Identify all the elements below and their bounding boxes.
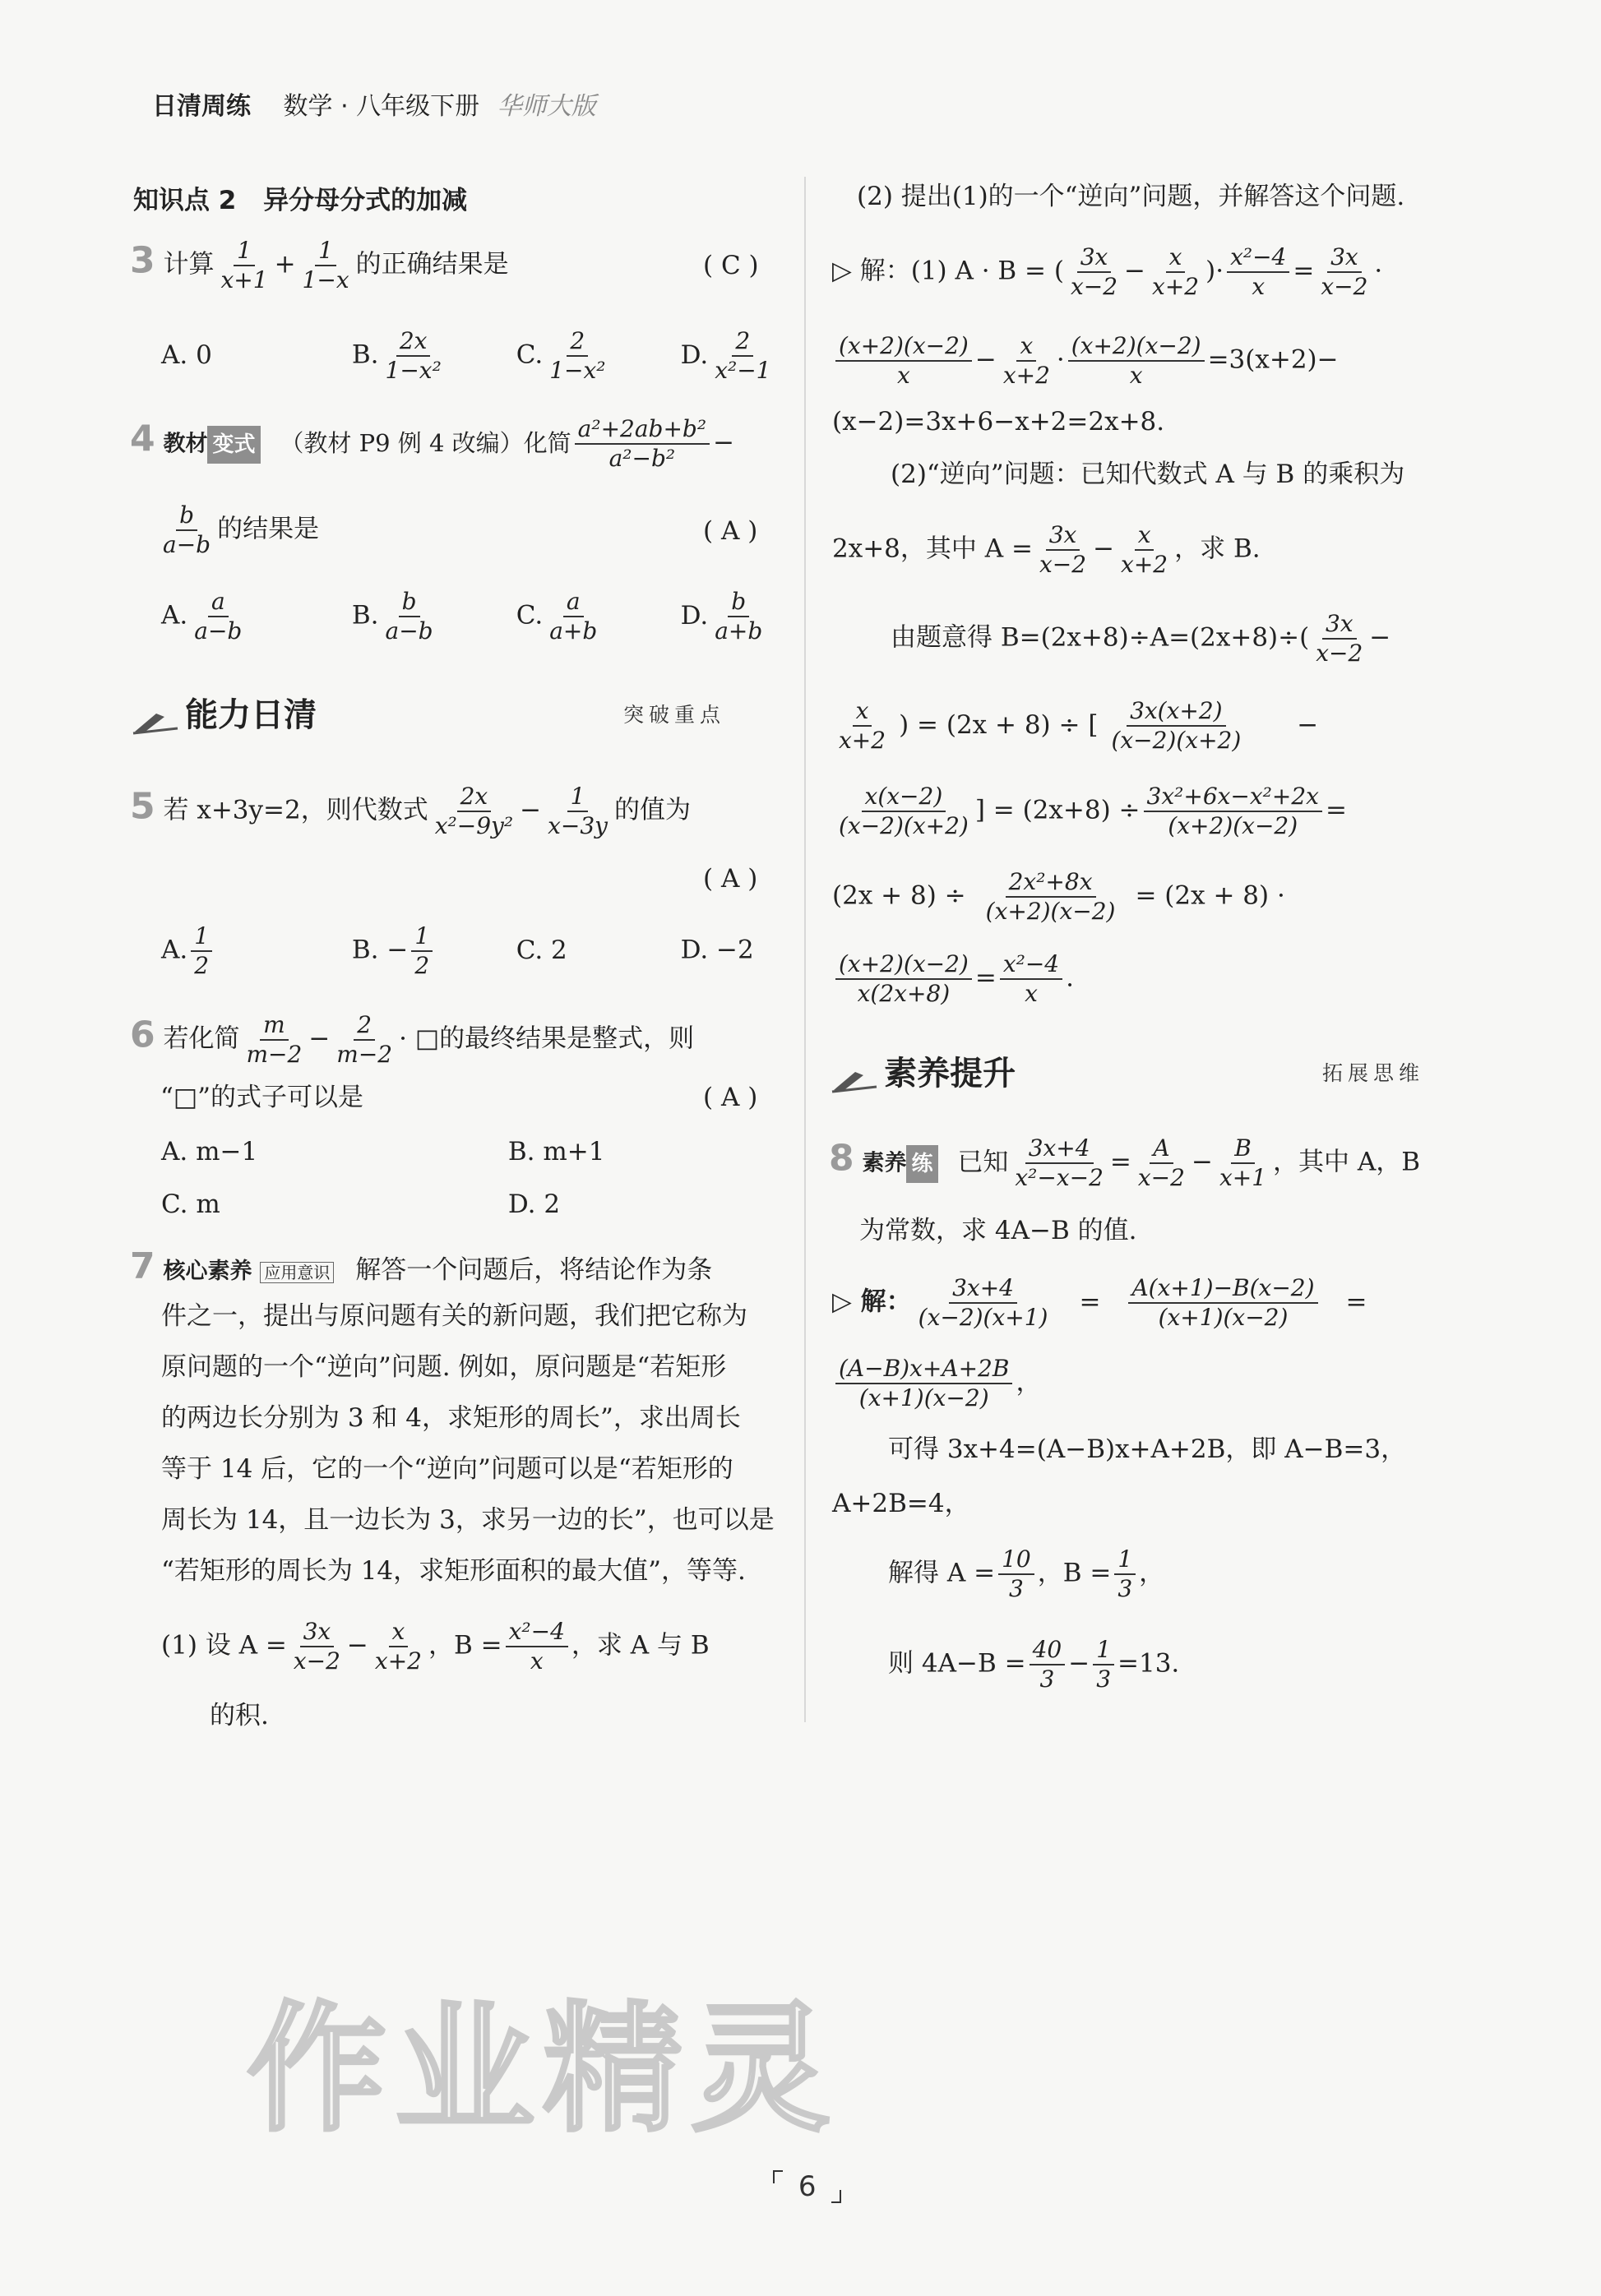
q6-options-row1	[161, 1133, 604, 1171]
option-b: B. − $\frac{1}{2}$	[352, 922, 508, 980]
solution-line: $\frac{x(x-2)}{(x-2)(x+2)}$ ] = (2x+8) ÷ $\frac{\text{3x²+6x−x²+2x}}{(x+2)(x-2)}$ =	[839, 783, 1347, 839]
q7-line: 原问题的一个“逆向”问题. 例如，原问题是“若矩形	[161, 1352, 727, 1382]
solution-line: 解得 A = $\frac{10}{3}$ ，B = $\frac{1}{3}$ ，	[888, 1545, 1165, 1602]
option-c: C. $\frac{2}{\text{1−x²}}$	[516, 327, 606, 384]
question-number: 3	[130, 239, 155, 282]
solution-line: ▷ 解：(1) A · B = ( $\frac{3x}{x-2}$ − $\frac{x}{x+2}$ )· $\frac{\text{x²−4}}{x}$ = $\frac{3x}{x-2}$ ·	[832, 243, 1383, 300]
section-title: 素养提升	[884, 1055, 1016, 1093]
kp-title: 异分母分式的加减	[263, 186, 468, 215]
solution-line: 由题意得 B=(2x+8)÷A=(2x+8)÷( $\frac{3x}{x-2}$ −	[891, 610, 1391, 667]
solution-line: 可得 3x+4=(A−B)x+A+2B，即 A−B=3，	[888, 1434, 1407, 1464]
question-6: 6 若化简 $\frac{m}{m-2}$ − $\frac{2}{m-2}$ · □的最终结果是整式，则	[130, 1011, 695, 1068]
q4-text: （教材 P9 例 4 改编）化简	[280, 428, 571, 457]
q7-line: 的两边长分别为 3 和 4，求矩形的周长”，求出周长	[161, 1403, 741, 1433]
option-c: C. $\frac{a}{a+b}$	[516, 588, 598, 644]
tag-literacy: 素养	[862, 1150, 907, 1176]
option-d: D. −2	[680, 935, 754, 965]
solution-line: 2x+8，其中 A = $\frac{3x}{x-2}$ − $\frac{x}{x+2}$ ，求 B.	[832, 521, 1261, 578]
question-7: 7 核心素养 应用意识 解答一个问题后，将结论作为条	[130, 1245, 713, 1287]
solution-line: (2x + 8) ÷ $\frac{\text{2x²+8x}}{(x+2)(x-2)}$ = (2x + 8) ·	[832, 868, 1285, 925]
option-b: B. $\frac{b}{a-b}$	[351, 588, 433, 644]
question-3: 3 计算 $\frac{1}{x+1}$ + $\frac{1}{1-x}$ 的正确结果是	[130, 237, 509, 293]
option-c: C. m	[161, 1190, 220, 1219]
solution-line: A+2B=4，	[832, 1489, 970, 1518]
q4-line2: $\frac{b}{a-b}$ 的结果是	[163, 501, 320, 558]
section-ability	[132, 689, 317, 737]
pen-icon	[132, 709, 181, 737]
page-number: 6	[773, 2170, 841, 2203]
solution-line: $\frac{(A-B)x+A+2B}{(x+1)(x-2)}$ ，	[832, 1355, 1041, 1412]
kp-label: 知识点 2	[133, 186, 237, 215]
solution-line: ▷ 解： $\frac{3x+4}{(x-2)(x+1)}$ = $\frac{A(x+1)-B(x-2)}{(x+1)(x-2)}$ =	[832, 1274, 1367, 1331]
question-8: 8 素养 练 已知 $\frac{3x+4}{\text{x²−x−2}}$ = $\frac{A}{x-2}$ − $\frac{B}{x+1}$ ，其中 A，B	[829, 1134, 1421, 1191]
q3-post: 的正确结果是	[355, 249, 509, 279]
solution-line: (2)“逆向”问题：已知代数式 A 与 B 的乘积为	[891, 460, 1405, 489]
q5-options	[161, 922, 754, 980]
option-b: B. $\frac{2x}{\text{1−x²}}$	[351, 327, 442, 384]
option-c: C. 2	[516, 935, 567, 965]
question-5: 5 若 x+3y=2，则代数式 $\frac{2x}{\text{x²−9y²}}$ − $\frac{1}{x-3y}$ 的值为	[130, 783, 691, 839]
question-4: 4 教材 变式 （教材 P9 例 4 改编）化简 $\frac{\text{a²+2ab+b²}}{\text{a²−b²}}$ −	[130, 415, 735, 472]
answer-bracket: ( C )	[703, 251, 759, 280]
q7-part1-line2: 的积.	[210, 1701, 269, 1730]
option-a: A. $\frac{a}{a-b}$	[161, 588, 243, 644]
solution-line: $\frac{(x+2)(x-2)}{x(2x+8)}$ = $\frac{\text{x²−4}}{x}$ .	[832, 950, 1074, 1008]
tag-practice: 练	[906, 1145, 937, 1183]
solution-line: (x−2)=3x+6−x+2=2x+8.	[832, 407, 1165, 437]
option-a: A. 0	[161, 340, 212, 370]
section-literacy	[831, 1047, 1016, 1095]
watermark: 作业精灵	[247, 1989, 840, 2151]
solution-line: $\frac{(x+2)(x-2)}{x}$ − $\frac{x}{x+2}$ · $\frac{(x+2)(x-2)}{x}$ =3(x+2)−	[832, 332, 1339, 390]
q6-options-row2	[161, 1185, 560, 1223]
fraction: $\frac{1}{x+1}$	[220, 237, 268, 293]
q6-line2: “□”的式子可以是	[160, 1083, 363, 1112]
question-number: 6	[130, 1014, 155, 1056]
series-title: 日清周练	[152, 92, 251, 121]
q7-part2: (2) 提出(1)的一个“逆向”问题，并解答这个问题.	[857, 182, 1405, 211]
q3-options	[161, 327, 777, 385]
option-d: D. $\frac{2}{\text{x²−1}}$	[680, 327, 771, 384]
answer-bracket: ( A )	[703, 516, 758, 546]
answer-bracket: ( A )	[703, 864, 758, 894]
solution-line: $\frac{x}{x+2}$ ) = (2x + 8) ÷ [ $\frac{3x(x+2)}{(x-2)(x+2)}$ −	[839, 697, 1319, 754]
q8-line2: 为常数，求 4A−B 的值.	[859, 1216, 1137, 1245]
tag-variant: 变式	[207, 426, 260, 464]
question-number: 8	[829, 1137, 854, 1180]
subject-title: 数学 · 八年级下册	[283, 92, 480, 121]
q7-line: 件之一，提出与原问题有关的新问题，我们把它称为	[161, 1301, 747, 1331]
tag-textbook: 教材	[163, 431, 208, 457]
question-number: 4	[130, 418, 155, 460]
page-header	[152, 85, 596, 122]
question-number: 7	[130, 1245, 155, 1287]
question-number: 5	[130, 785, 155, 828]
q4-options	[161, 588, 769, 645]
pen-icon	[831, 1067, 880, 1095]
option-b: B. m+1	[507, 1137, 605, 1166]
section-title: 能力日清	[185, 696, 317, 734]
option-a: A. m−1	[161, 1137, 258, 1166]
edition-title: 华师大版	[497, 92, 596, 121]
column-divider	[804, 177, 806, 1722]
knowledge-point-heading	[133, 179, 467, 216]
tag-core: 核心素养	[163, 1259, 252, 1284]
tag-application: 应用意识	[260, 1262, 334, 1283]
answer-bracket: ( A )	[703, 1083, 758, 1112]
solution-line: 则 4A−B = $\frac{40}{3}$ − $\frac{1}{3}$ =13.	[888, 1636, 1180, 1693]
section-tag: 拓展思维	[1322, 1061, 1425, 1085]
q3-pre: 计算	[163, 249, 215, 279]
q7-line: 等于 14 后，它的一个“逆向”问题可以是“若矩形的	[161, 1454, 733, 1484]
q7-line: 周长为 14，且一边长为 3，求另一边的长”，也可以是	[161, 1505, 775, 1535]
option-d: D. 2	[507, 1190, 561, 1219]
q7-part1: (1) 设 A = $\frac{3x}{x-2}$ − $\frac{x}{x+2}$ ，B = $\frac{\text{x²−4}}{x}$ ，求 A 与 B	[161, 1618, 710, 1675]
fraction: $\frac{1}{1-x}$	[302, 237, 349, 293]
q7-line: “若矩形的周长为 14，求矩形面积的最大值”，等等.	[161, 1556, 746, 1586]
option-a: A. $\frac{1}{2}$	[161, 922, 344, 980]
section-tag: 突破重点	[623, 703, 726, 727]
option-d: D. $\frac{b}{a+b}$	[680, 588, 763, 644]
